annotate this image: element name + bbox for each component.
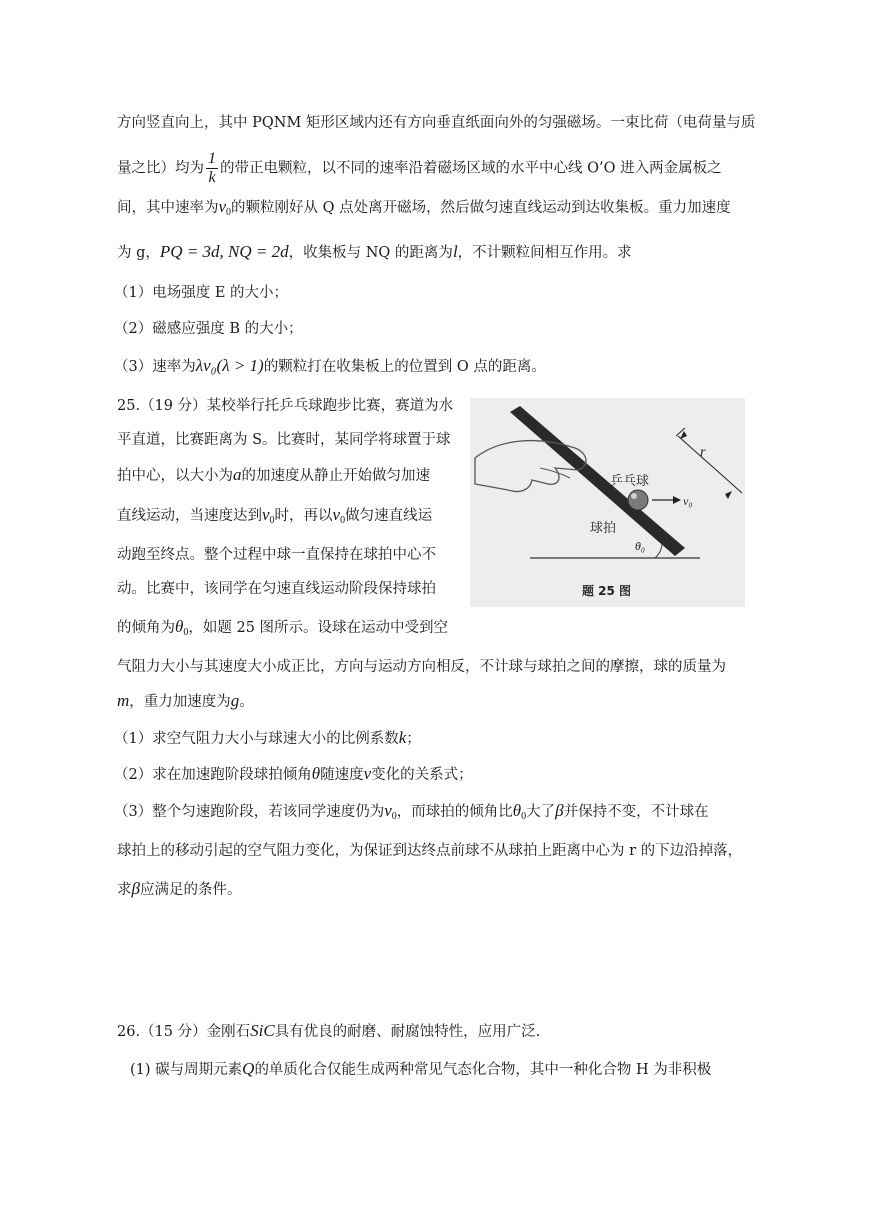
label-racket: 球拍 [590,521,617,536]
q25-line9: m，重力加速度为g。 [117,691,254,710]
q24-line4: 为 g，PQ = 3d, NQ = 2d，收集板与 NQ 的距离为l，不计颗粒间相互作用。求 [117,242,632,261]
figure-25 [470,398,745,607]
q25-line7: 的倾角为$\theta_0$，如题 25 图所示。设球在运动中受到空 [117,617,449,638]
q24-sub2: （2）磁感应强度 B 的大小； [114,321,303,337]
ball-highlight [631,493,637,499]
q25-line5: 动跑至终点。整个过程中球一直保持在球拍中心不 [117,547,436,563]
ball [628,490,648,510]
q25-part1: （1）求空气阻力大小与球速大小的比例系数k； [114,728,421,747]
q24-sub1: （1）电场强度 E 的大小； [114,285,289,301]
q26-line1: 26.（15 分）金刚石SiC具有优良的耐磨、耐腐蚀特性，应用广泛. [117,1021,541,1040]
q25-line4: 直线运动，当速度达到$v_0$时，再以$v_0$做匀速直线运 [117,505,433,526]
q24-line3: 间，其中速率为$v_0$的颗粒刚好从 Q 点处离开磁场，然后做匀速直线运动到达收集板。重力加速度 [117,197,731,218]
q25-part3-line2: 球拍上的移动引起的空气阻力变化，为保证到达终点前球不从球拍上距离中心为 r 的下边沿掉落， [117,843,743,859]
figure-caption: 题 25 图 [582,584,632,598]
q25-line1: 25.（19 分）某校举行托乒乓球跑步比赛，赛道为水 [117,398,454,414]
q26-line2: (1) 碳与周期元素Q的单质化合仅能生成两种常见气态化合物，其中一种化合物 H 为非积极 [130,1059,712,1078]
q25-line2: 平直道，比赛距离为 S。比赛时，某同学将球置于球 [117,432,451,448]
fraction-1-over-k: $\frac{1}{k}$ [208,150,216,186]
q25-part3: （3）整个匀速跑阶段，若该同学速度仍为$v_0$，而球拍的倾角比$\theta_0$大了β并保持不变，不计球在 [114,801,709,822]
q25-line6: 动。比赛中，该同学在匀速直线运动阶段保持球拍 [117,581,436,597]
figure-background [470,398,745,607]
label-theta0: θ₀ [635,539,646,553]
q25-part2: （2）求在加速跑阶段球拍倾角θ随速度v变化的关系式； [114,764,473,783]
q24-line1: 方向竖直向上，其中 PQNM 矩形区域内还有方向垂直纸面向外的匀强磁场。一束比荷（电荷量与质 [117,115,756,131]
label-r: r [700,445,706,460]
q25-line3: 拍中心，以大小为a的加速度从静止开始做匀加速 [117,465,430,484]
label-v0: v₀ [683,494,693,508]
q24-line2: 量之比）均为 $\frac{1}{k}$ 的带正电颗粒，以不同的速率沿着磁场区域的水平中心线 O’O 进入两金属板之 [117,150,722,186]
q25-line8: 气阻力大小与其速度大小成正比，方向与运动方向相反，不计球与球拍之间的摩擦，球的质量为 [117,659,726,675]
label-ball: 乒乓球 [610,474,650,489]
q24-sub3: （3）速率为λv₀(λ > 1)的颗粒打在收集板上的位置到 O 点的距离。 [114,356,546,375]
q25-part3-line3: 求β应满足的条件。 [117,879,242,898]
